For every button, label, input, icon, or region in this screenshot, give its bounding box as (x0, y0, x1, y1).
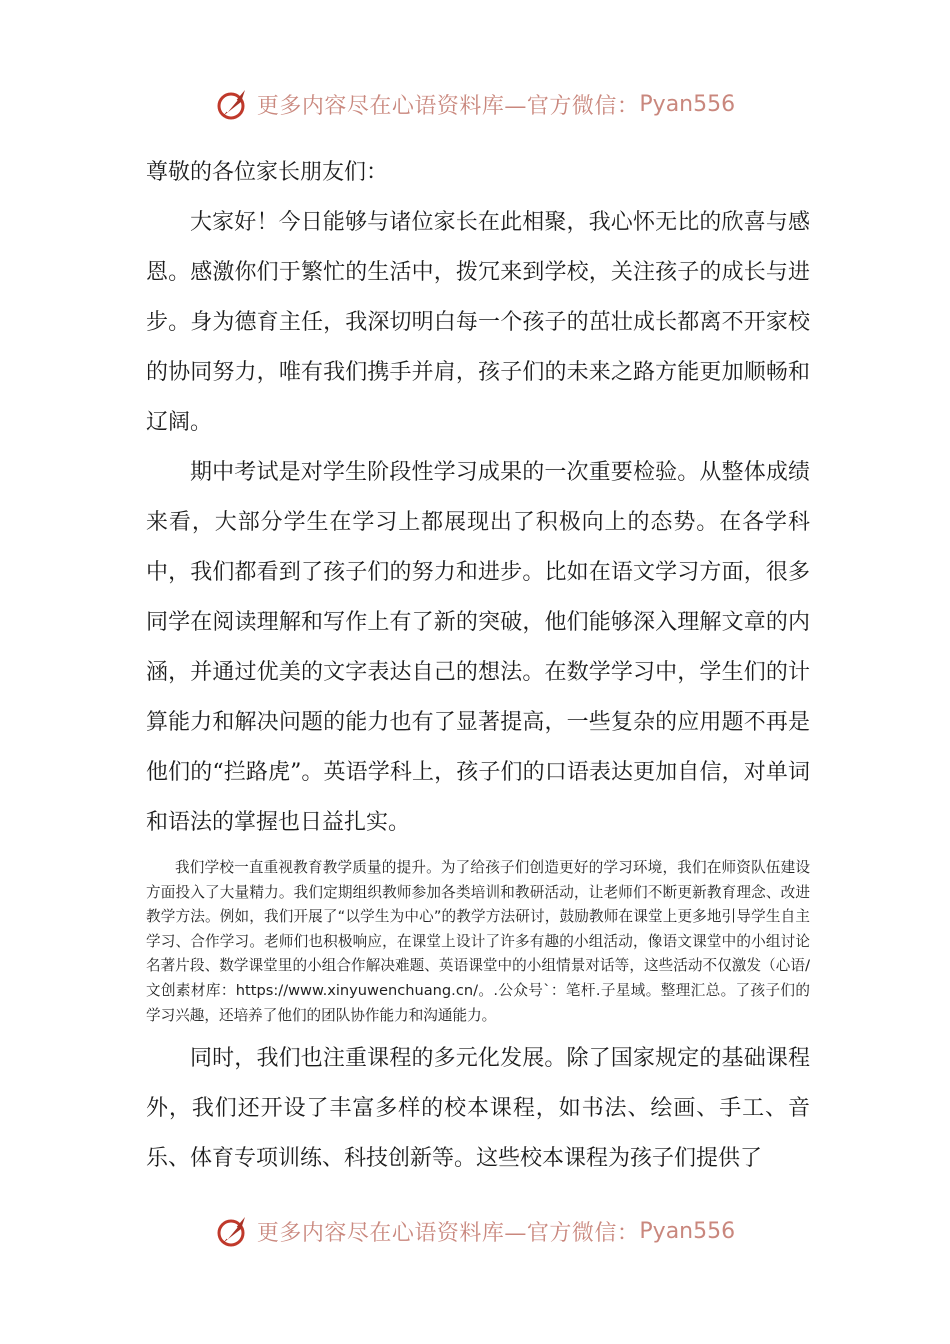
paragraph-teaching-quality: 我们学校一直重视教育教学质量的提升。为了给孩子们创造更好的学习环境，我们在师资队伍建设方面投入了大量精力。我们定期组织教师参加各类培训和教研活动，让老师们不断更新教育理念、改进教学方法。例如，我们开展了“以学生为中心”的教学方法研讨，鼓励教师在课堂上更多地引导学生自主学习、合作学习。老师们也积极响应，在课堂上设计了许多有趣的小组活动，像语文课堂中的小组讨论名著片段、数学课堂里的小组合作解决难题、英语课堂中的小组情景对话等，这些活动不仅激发（心语/文创素材库：https://www.xinyuwenchuang.cn/。.公众号`：笔杆.子星域。整理汇总。了孩子们的学习兴趣，还培养了他们的团队协作能力和沟通能力。 (146, 859, 810, 1024)
quill-logo-icon (215, 86, 251, 122)
header-banner (0, 84, 950, 124)
quill-logo-icon (215, 1213, 251, 1249)
salutation: 尊敬的各位家长朋友们： (146, 160, 389, 185)
paragraph-greeting: 大家好！今日能够与诸位家长在此相聚，我心怀无比的欣喜与感恩。感激你们于繁忙的生活中，拨冗来到学校，关注孩子的成长与进步。身为德育主任，我深切明白每一个孩子的茁壮成长都离不开家校的协同努力，唯有我们携手并肩，孩子们的未来之路方能更加顺畅和辽阔。 (146, 210, 810, 435)
document-body (146, 148, 810, 1184)
banner-wechat-id: Pyan556 (639, 91, 736, 117)
paragraph-midterm: 期中考试是对学生阶段性学习成果的一次重要检验。从整体成绩来看，大部分学生在学习上都展现出了积极向上的态势。在各学科中，我们都看到了孩子们的努力和进步。比如在语文学习方面，很多同学在阅读理解和写作上有了新的突破，他们能够深入理解文章的内涵，并通过优美的文字表达自己的想法。在数学学习中，学生们的计算能力和解决问题的能力也有了显著提高，一些复杂的应用题不再是他们的“拦路虎”。英语学科上，孩子们的口语表达更加自信，对单词和语法的掌握也日益扎实。 (146, 460, 810, 835)
footer-banner (0, 1211, 950, 1251)
banner-wechat-id: Pyan556 (639, 1218, 736, 1244)
banner-text: 更多内容尽在心语资料库—官方微信： (256, 93, 640, 119)
banner-text: 更多内容尽在心语资料库—官方微信： (256, 1220, 640, 1246)
paragraph-curriculum: 同时，我们也注重课程的多元化发展。除了国家规定的基础课程外，我们还开设了丰富多样的校本课程，如书法、绘画、手工、音乐、体育专项训练、科技创新等。这些校本课程为孩子们提供了 (146, 1046, 810, 1172)
